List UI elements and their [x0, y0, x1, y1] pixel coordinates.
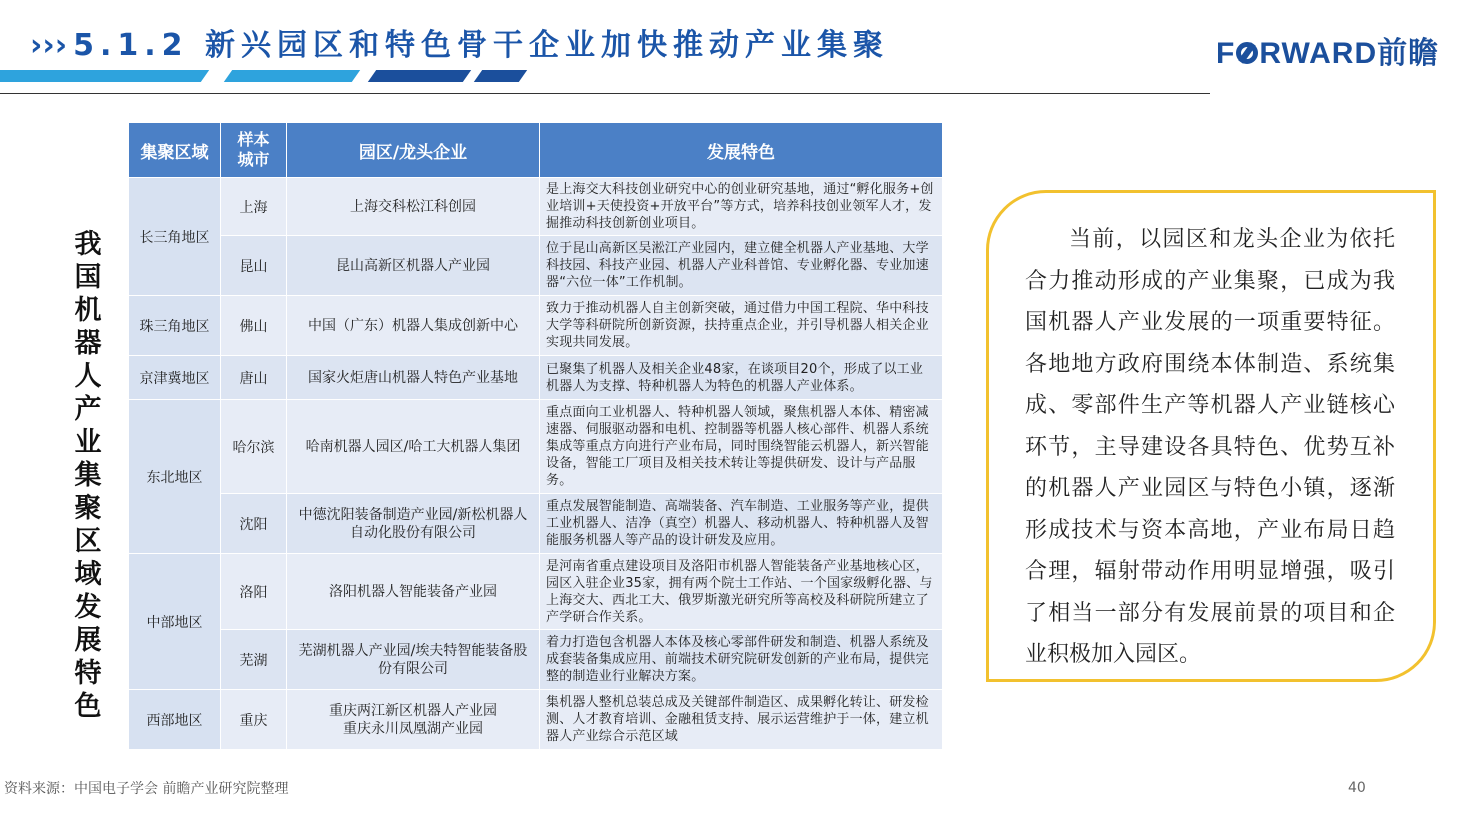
table-row — [129, 236, 943, 296]
desc-cell: 重点面向工业机器人、特种机器人领域，聚焦机器人本体、精密减速器、伺服驱动器和电机、控制器等机器人核心部件、机器人系统集成等重点方向进行产业布局，同时围绕智能云机器人，新兴智能设备，智能工厂项目及相关技术转让等提供研发、设计与产品服务。 — [540, 400, 943, 494]
city-cell: 上海 — [221, 178, 287, 236]
park-cell: 哈南机器人园区/哈工大机器人集团 — [287, 400, 540, 494]
summary-text: 当前，以园区和龙头企业为依托合力推动形成的产业集聚，已成为我国机器人产业发展的一项重要特征。各地地方政府围绕本体制造、系统集成、零部件生产等机器人产业链核心环节，主导建设各具特色、优势互补的机器人产业园区与特色小镇，逐渐形成技术与资本高地，产业布局日趋合理，辐射带动作用明显增强，吸引了相当一部分有发展前景的项目和企业积极加入园区。 — [1025, 227, 1395, 667]
header-city: 样本城市 — [221, 123, 287, 178]
desc-cell: 致力于推动机器人自主创新突破，通过借力中国工程院、华中科技大学等科研院所创新资源，扶持重点企业，并引导机器人相关企业实现共同发展。 — [540, 296, 943, 356]
table-row — [129, 296, 943, 356]
park-cell: 中国（广东）机器人集成创新中心 — [287, 296, 540, 356]
city-cell: 沈阳 — [221, 494, 287, 554]
chevrons-icon: ››› — [30, 28, 68, 63]
region-cell: 长三角地区 — [129, 178, 221, 296]
region-cell: 东北地区 — [129, 400, 221, 554]
table-row — [129, 690, 943, 750]
table-row — [129, 178, 943, 236]
stripe-3 — [368, 70, 471, 82]
desc-cell: 重点发展智能制造、高端装备、汽车制造、工业服务等产业，提供工业机器人、洁净（真空）机器人、移动机器人、特种机器人及智能服务机器人等产品的设计研发及应用。 — [540, 494, 943, 554]
park-cell: 上海交科松江科创园 — [287, 178, 540, 236]
region-cell: 中部地区 — [129, 554, 221, 690]
header-features: 发展特色 — [540, 123, 943, 178]
header-park: 园区/龙头企业 — [287, 123, 540, 178]
stripe-4 — [474, 70, 527, 82]
city-cell: 唐山 — [221, 356, 287, 400]
table-row — [129, 554, 943, 630]
city-cell: 昆山 — [221, 236, 287, 296]
table-row — [129, 400, 943, 494]
desc-cell: 是上海交大科技创业研究中心的创业研究基地，通过“孵化服务+创业培训+天使投资+开放平台”等方式，培养科技创业领军人才，发掘推动科技创新创业项目。 — [540, 178, 943, 236]
desc-cell: 已聚集了机器人及相关企业48家，在谈项目20个，形成了以工业机器人为支撑、特种机器人为特色的机器人产业体系。 — [540, 356, 943, 400]
region-cell: 西部地区 — [129, 690, 221, 750]
table-row — [129, 494, 943, 554]
park-cell: 国家火炬唐山机器人特色产业基地 — [287, 356, 540, 400]
table-row — [129, 630, 943, 690]
city-cell: 芜湖 — [221, 630, 287, 690]
slide-header — [0, 0, 1477, 100]
stripe-1 — [0, 70, 209, 82]
region-cell: 京津冀地区 — [129, 356, 221, 400]
slide-title — [30, 20, 889, 64]
city-cell: 重庆 — [221, 690, 287, 750]
park-cell: 中德沈阳装备制造产业园/新松机器人自动化股份有限公司 — [287, 494, 540, 554]
desc-cell: 着力打造包含机器人本体及核心零部件研发和制造、机器人系统及成套装备集成应用、前端技术研究院研发创新的产业布局，提供完整的制造业行业解决方案。 — [540, 630, 943, 690]
header-divider — [0, 93, 1210, 94]
cluster-table — [128, 122, 943, 750]
slide-title-text: 5.1.2 新兴园区和特色骨干企业加快推动产业集聚 — [73, 28, 889, 63]
desc-cell: 位于昆山高新区吴淞江产业园内，建立健全机器人产业基地、大学科技园、科技产业园、机器人产业科普馆、专业孵化器、专业加速器“六位一体”工作机制。 — [540, 236, 943, 296]
stripe-2 — [224, 70, 360, 82]
city-cell: 洛阳 — [221, 554, 287, 630]
forward-logo: F RWARD前瞻 — [1216, 37, 1440, 70]
park-cell: 昆山高新区机器人产业园 — [287, 236, 540, 296]
desc-cell: 集机器人整机总装总成及关键部件制造区、成果孵化转让、研发检测、人才教育培训、金融租赁支持、展示运营维护于一体，建立机器人产业综合示范区域 — [540, 690, 943, 750]
city-cell: 哈尔滨 — [221, 400, 287, 494]
logo-o-icon — [1236, 42, 1258, 64]
table-row — [129, 356, 943, 400]
source-note: 资料来源：中国电子学会 前瞻产业研究院整理 — [4, 781, 289, 797]
city-cell: 佛山 — [221, 296, 287, 356]
header-stripes — [0, 70, 540, 82]
page-number: 40 — [1348, 780, 1366, 796]
summary-box — [986, 190, 1436, 682]
desc-cell: 是河南省重点建设项目及洛阳市机器人智能装备产业基地核心区，园区入驻企业35家，拥有两个院士工作站、一个国家级孵化器、与上海交大、西北工大、俄罗斯激光研究所等高校及科研院所建立了产学研合作关系。 — [540, 554, 943, 630]
side-title: 我国机器人产业集聚区域发展特色 — [74, 229, 102, 722]
table-header-row — [129, 123, 943, 178]
header-region: 集聚区域 — [129, 123, 221, 178]
region-cell: 珠三角地区 — [129, 296, 221, 356]
park-cell: 重庆两江新区机器人产业园 重庆永川凤凰湖产业园 — [287, 690, 540, 750]
park-cell: 洛阳机器人智能装备产业园 — [287, 554, 540, 630]
park-cell: 芜湖机器人产业园/埃夫特智能装备股份有限公司 — [287, 630, 540, 690]
